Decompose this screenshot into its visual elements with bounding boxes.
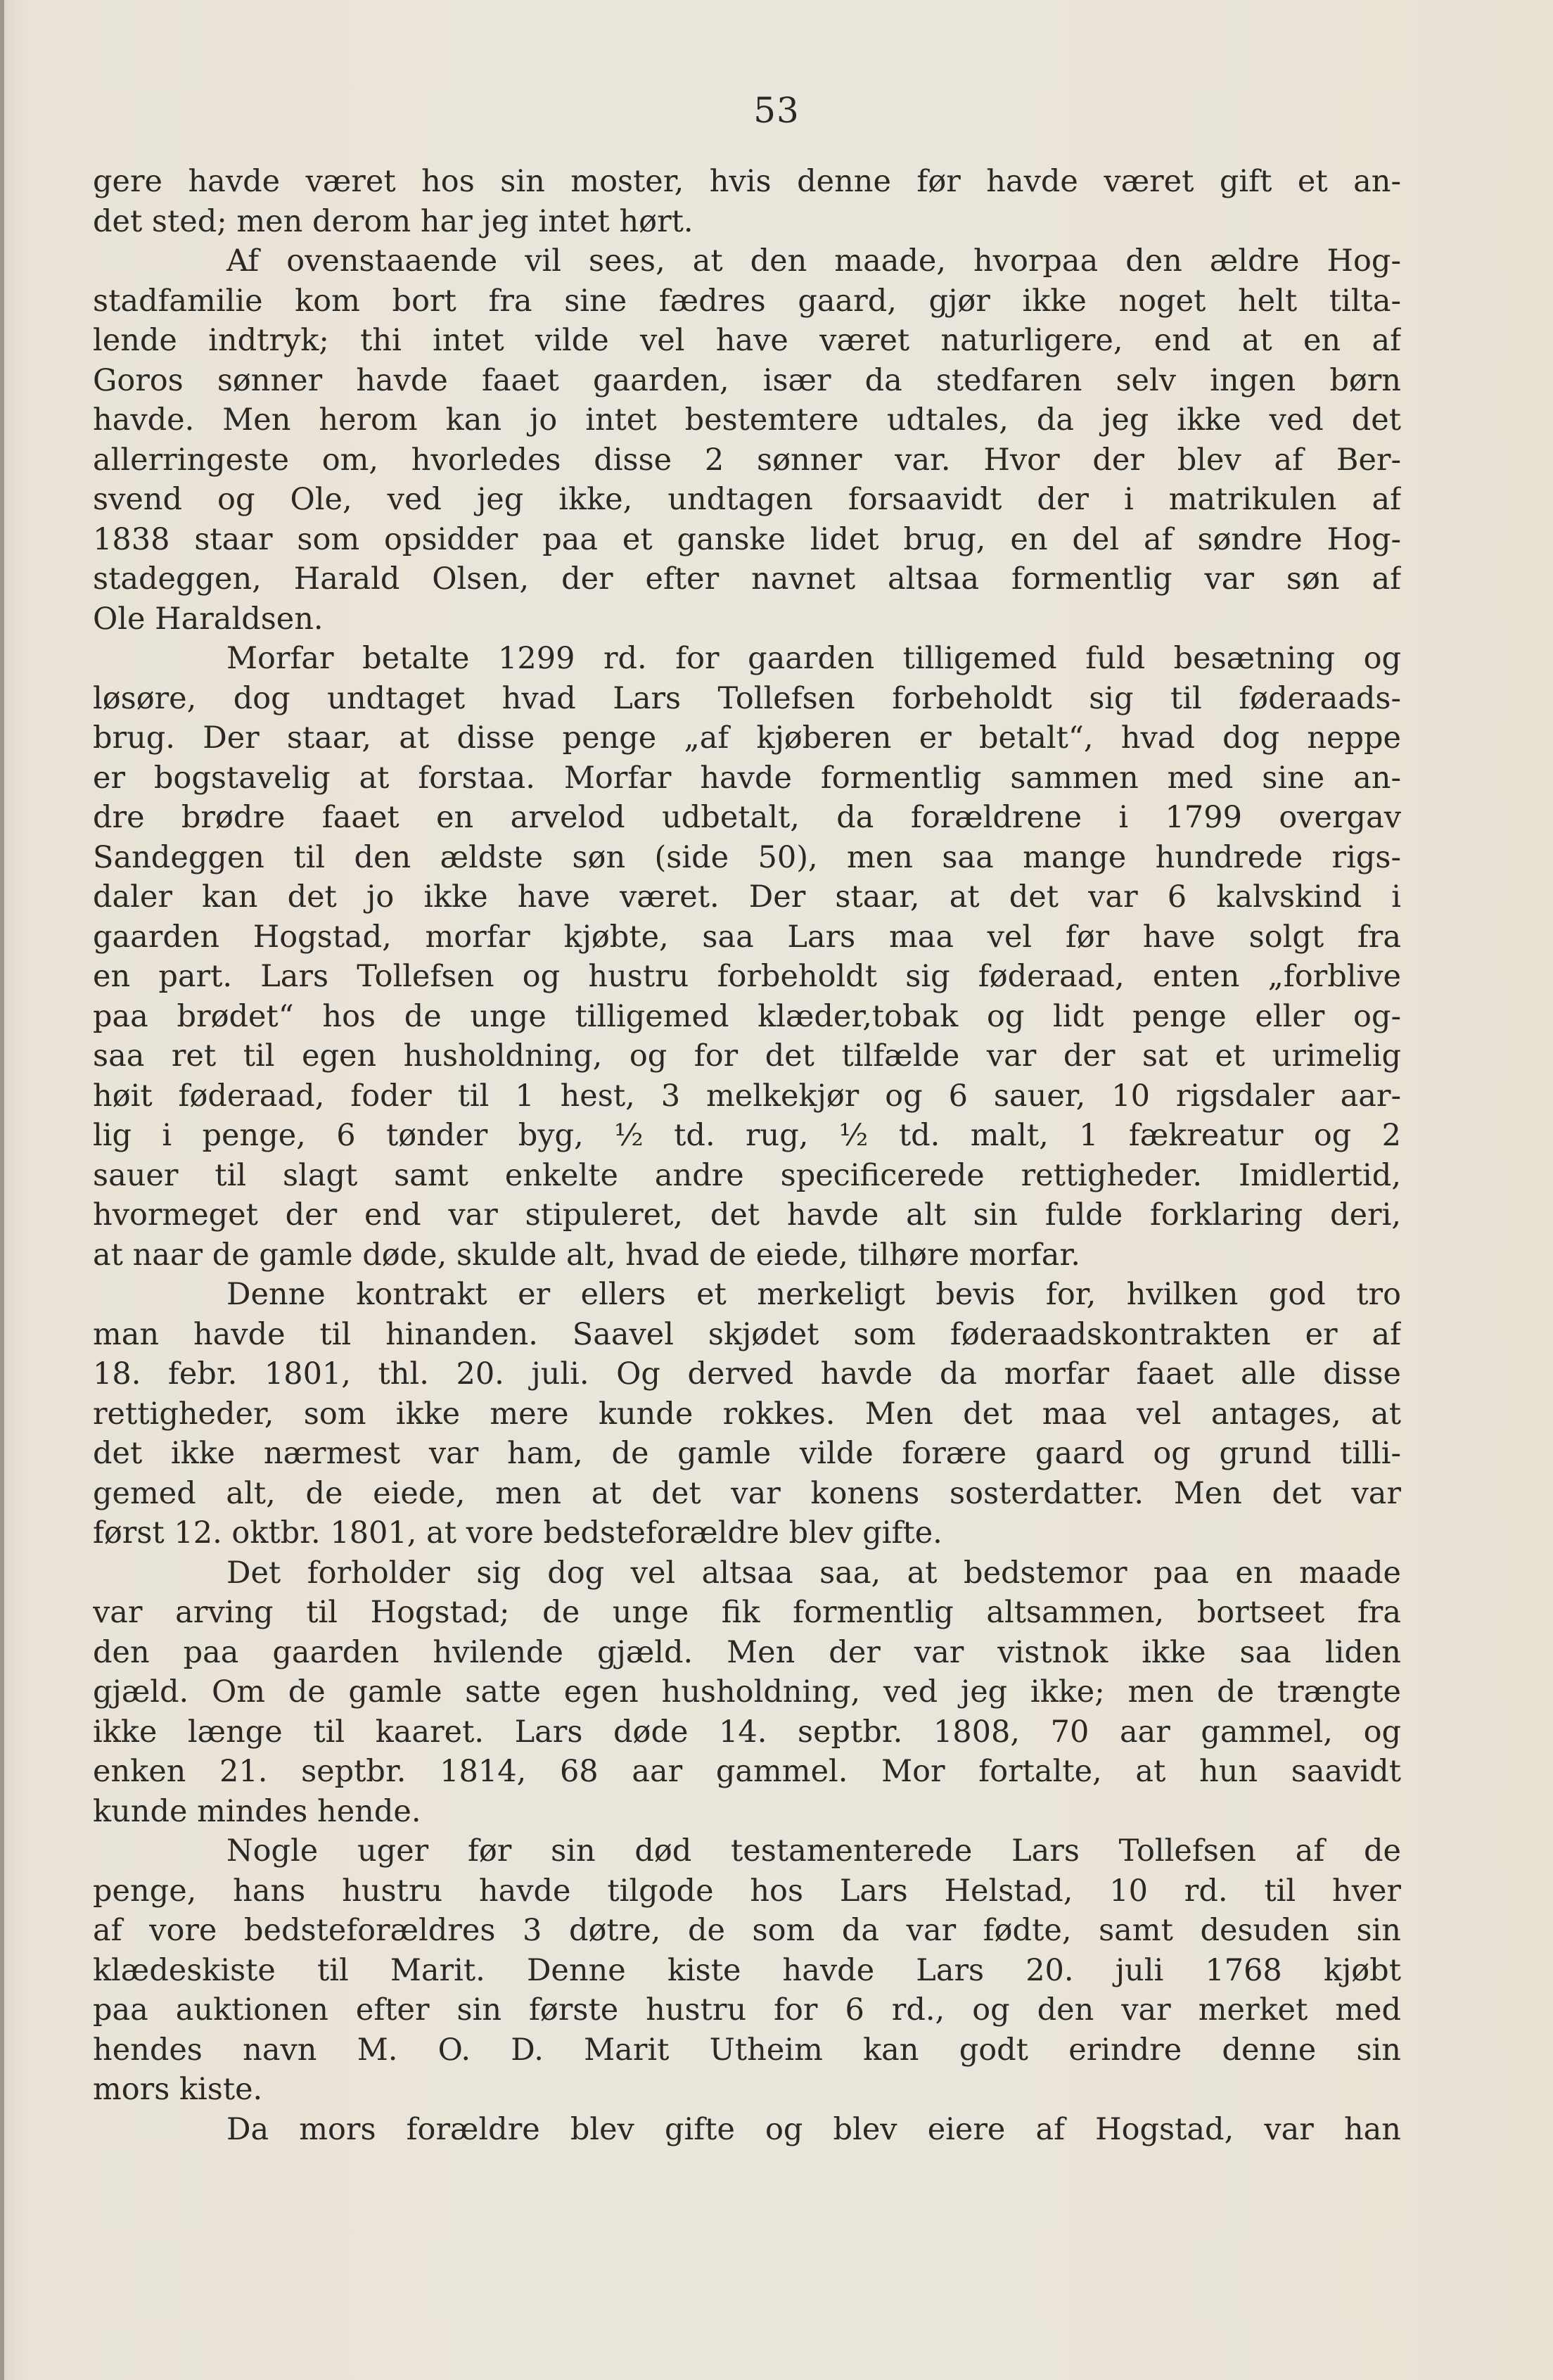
text-line: enken 21. septbr. 1814, 68 aar gammel. Mor fortalte, at hun saavidt	[93, 1754, 1401, 1789]
text-line: svend og Ole, ved jeg ikke, undtagen forsaavidt der i matrikulen af	[93, 482, 1401, 517]
text-line: Nogle uger før sin død testamenterede Lars Tollefsen af de	[226, 1833, 1401, 1869]
text-line: gere havde været hos sin moster, hvis denne før havde været gift et an-	[93, 164, 1401, 199]
text-line: saa ret til egen husholdning, og for det tilfælde var der sat et urimelig	[93, 1038, 1401, 1074]
text-line: er bogstavelig at forstaa. Morfar havde formentlig sammen med sine an-	[93, 760, 1401, 796]
text-line: paa brødet“ hos de unge tilligemed klæder,tobak og lidt penge eller og-	[93, 998, 1401, 1034]
text-line: daler kan det jo ikke have været. Der staar, at det var 6 kalvskind i	[93, 879, 1401, 915]
text-line: ikke længe til kaaret. Lars døde 14. septbr. 1808, 70 aar gammel, og	[93, 1714, 1401, 1750]
text-line: først 12. oktbr. 1801, at vore bedsteforældre blev gifte.	[93, 1515, 942, 1551]
body-text	[93, 162, 1401, 2149]
text-line: penge, hans hustru havde tilgode hos Lars Helstad, 10 rd. til hver	[93, 1873, 1401, 1909]
text-line: lende indtryk; thi intet vilde vel have været naturligere, end at en af	[93, 323, 1401, 358]
text-line: en part. Lars Tollefsen og hustru forbeholdt sig føderaad, enten „forblive	[93, 959, 1401, 994]
text-line: rettigheder, som ikke mere kunde rokkes. Men det maa vel antages, at	[93, 1396, 1401, 1432]
text-line: hvormeget der end var stipuleret, det havde alt sin fulde forklaring deri,	[93, 1197, 1401, 1233]
text-line: stadeggen, Harald Olsen, der efter navnet altsaa formentlig var søn af	[93, 561, 1401, 597]
text-line: det sted; men derom har jeg intet hørt.	[93, 203, 694, 239]
text-line: Det forholder sig dog vel altsaa saa, at bedstemor paa en maade	[226, 1555, 1401, 1591]
text-line: gjæld. Om de gamle satte egen husholdning, ved jeg ikke; men de trængte	[93, 1674, 1401, 1710]
text-line: brug. Der staar, at disse penge „af kjøberen er betalt“, hvad dog neppe	[93, 720, 1401, 756]
text-line: det ikke nærmest var ham, de gamle vilde forære gaard og grund tilli-	[93, 1436, 1401, 1471]
text-line: Denne kontrakt er ellers et merkeligt bevis for, hvilken god tro	[226, 1277, 1401, 1312]
text-line: lig i penge, 6 tønder byg, ½ td. rug, ½ td. malt, 1 fækreatur og 2	[93, 1118, 1401, 1153]
text-line: Ole Haraldsen.	[93, 601, 324, 637]
page-spine-edge	[0, 0, 4, 2380]
text-line: 18. febr. 1801, thl. 20. juli. Og derved havde da morfar faaet alle disse	[93, 1356, 1401, 1392]
text-line: stadfamilie kom bort fra sine fædres gaard, gjør ikke noget helt tilta-	[93, 283, 1401, 319]
text-line: man havde til hinanden. Saavel skjødet som føderaadskontrakten er af	[93, 1316, 1401, 1352]
text-line: af vore bedsteforældres 3 døtre, de som da var fødte, samt desuden sin	[93, 1913, 1401, 1948]
text-line: at naar de gamle døde, skulde alt, hvad de eiede, tilhøre morfar.	[93, 1237, 1080, 1273]
text-line: Morfar betalte 1299 rd. for gaarden tilligemed fuld besætning og	[226, 641, 1401, 676]
text-line: Goros sønner havde faaet gaarden, især da stedfaren selv ingen børn	[93, 362, 1401, 398]
text-line: Af ovenstaaende vil sees, at den maade, hvorpaa den ældre Hog-	[226, 243, 1401, 279]
text-line: gaarden Hogstad, morfar kjøbte, saa Lars maa vel før have solgt fra	[93, 919, 1401, 955]
text-line: den paa gaarden hvilende gjæld. Men der var vistnok ikke saa liden	[93, 1634, 1401, 1670]
text-line: 1838 staar som opsidder paa et ganske lidet brug, en del af søndre Hog-	[93, 521, 1401, 557]
text-line: var arving til Hogstad; de unge fik formentlig altsammen, bortseet fra	[93, 1595, 1401, 1630]
text-line: dre brødre faaet en arvelod udbetalt, da forældrene i 1799 overgav	[93, 800, 1401, 835]
text-line: høit føderaad, foder til 1 hest, 3 melkekjør og 6 sauer, 10 rigsdaler aar-	[93, 1078, 1401, 1114]
text-line: løsøre, dog undtaget hvad Lars Tollefsen forbeholdt sig til føderaads-	[93, 680, 1401, 716]
text-line: allerringeste om, hvorledes disse 2 sønner var. Hvor der blev af Ber-	[93, 442, 1401, 478]
text-line: hendes navn M. O. D. Marit Utheim kan godt erindre denne sin	[93, 2032, 1401, 2068]
text-line: sauer til slagt samt enkelte andre specificerede rettigheder. Imidlertid,	[93, 1157, 1401, 1193]
text-line: klædeskiste til Marit. Denne kiste havde Lars 20. juli 1768 kjøbt	[93, 1952, 1401, 1988]
text-line: Da mors forældre blev gifte og blev eiere af Hogstad, var han	[226, 2111, 1401, 2147]
text-line: havde. Men herom kan jo intet bestemtere udtales, da jeg ikke ved det	[93, 402, 1401, 438]
text-line: kunde mindes hende.	[93, 1793, 421, 1829]
text-line: gemed alt, de eiede, men at det var konens sosterdatter. Men det var	[93, 1475, 1401, 1511]
text-line: Sandeggen til den ældste søn (side 50), men saa mange hundrede rigs-	[93, 839, 1401, 875]
text-line: paa auktionen efter sin første hustru for 6 rd., og den var merket med	[93, 1992, 1401, 2028]
text-line: mors kiste.	[93, 2072, 263, 2107]
page-number: 53	[753, 90, 800, 131]
